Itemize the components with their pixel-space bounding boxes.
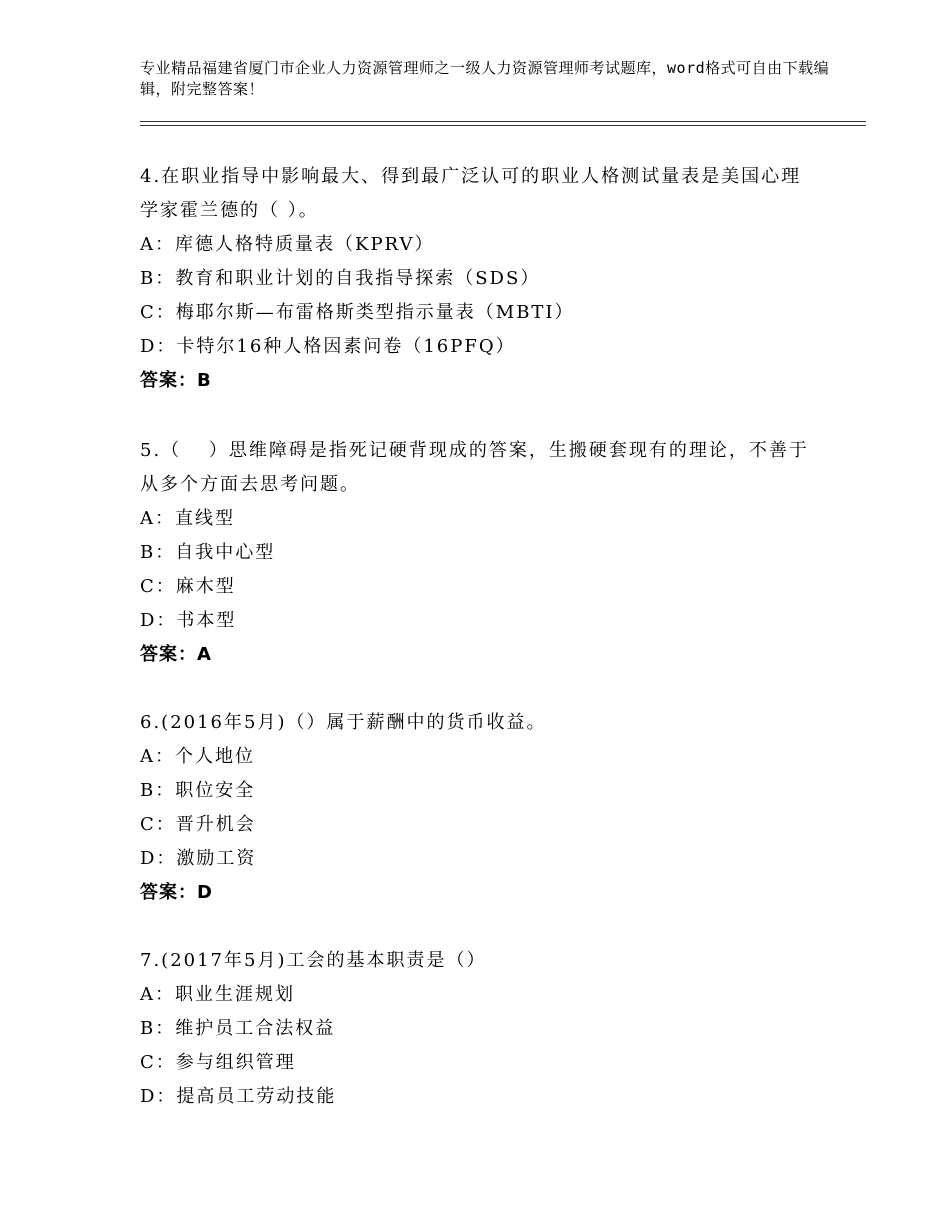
question-item [140,160,820,398]
option-a: A：库德人格特质量表（KPRV） [140,234,435,255]
option-d: D：卡特尔16种人格因素问卷（16PFQ） [140,336,516,357]
option-a: A：职业生涯规划 [140,984,295,1005]
document-header: 专业精品福建省厦门市企业人力资源管理师之一级人力资源管理师考试题库，word格式可自由下载编辑，附完整答案！ [140,59,830,98]
option-b: B：维护员工合法权益 [140,1018,336,1039]
option-b: B：自我中心型 [140,542,276,563]
option-a: A：直线型 [140,508,235,529]
answer-label: 答案：A [140,644,212,665]
option-c: C：晋升机会 [140,814,256,835]
option-c: C：参与组织管理 [140,1052,296,1073]
option-d: D：提高员工劳动技能 [140,1086,337,1107]
option-a: A：个人地位 [140,746,255,767]
option-d: D：书本型 [140,610,237,631]
question-stem: 7.(2017年5月)工会的基本职责是（） [140,950,487,971]
header-divider-second [140,125,866,126]
option-c: C：麻木型 [140,576,236,597]
question-stem: 6.(2016年5月)（）属于薪酬中的货币收益。 [140,712,547,733]
question-item [140,944,820,1114]
option-b: B：教育和职业计划的自我指导探索（SDS） [140,268,541,289]
header-divider [140,121,866,122]
question-item [140,706,820,910]
answer-label: 答案：B [140,370,212,391]
question-stem: 5.（ ）思维障碍是指死记硬背现成的答案，生搬硬套现有的理论，不善于从多个方面去思考问题。 [140,440,809,495]
question-stem: 4.在职业指导中影响最大、得到最广泛认可的职业人格测试量表是美国心理学家霍兰德的（ ）。 [140,166,802,221]
option-c: C：梅耶尔斯—布雷格斯类型指示量表（MBTI） [140,302,575,323]
answer-label: 答案：D [140,882,213,903]
option-b: B：职位安全 [140,780,256,801]
option-d: D：激励工资 [140,848,257,869]
question-item [140,434,820,672]
question-list [140,160,820,1144]
